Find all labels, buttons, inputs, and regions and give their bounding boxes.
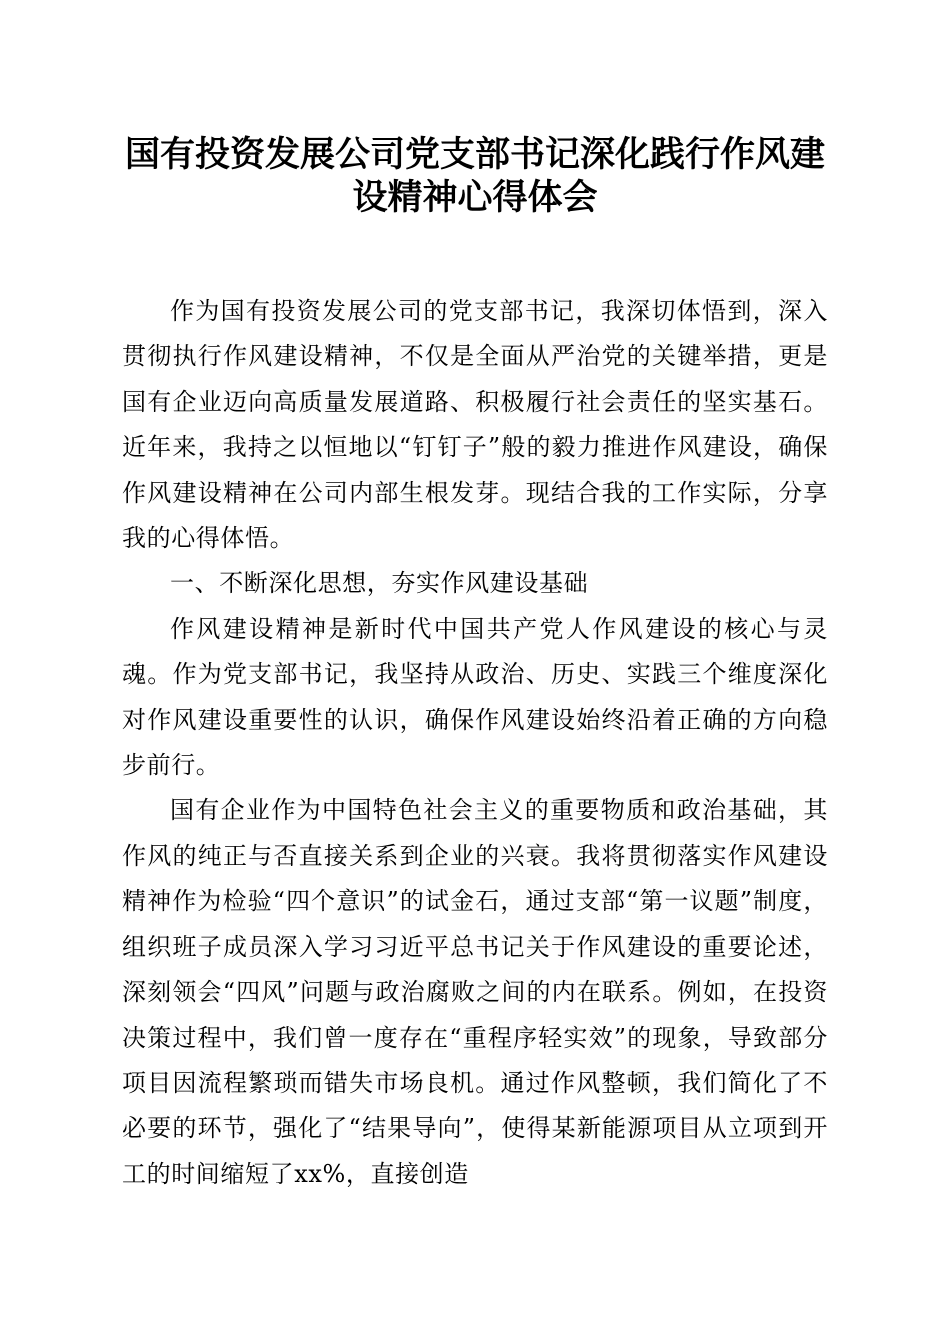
paragraph-intro: 作为国有投资发展公司的党支部书记，我深切体悟到，深入贯彻执行作风建设精神，不仅是全面从严治党的关键举措，更是国有企业迈向高质量发展道路、积极履行社会责任的坚实基石。近年来，我持之以恒地以“钉钉子”般的毅力推进作风建设，确保作风建设精神在公司内部生根发芽。现结合我的工作实际，分享我的心得体悟。 [122, 297, 828, 553]
section-heading-1: 一、不断深化思想，夯实作风建设基础 [170, 569, 589, 598]
document-title [122, 133, 828, 219]
paragraph-section1-2: 国有企业作为中国特色社会主义的重要物质和政治基础，其作风的纯正与否直接关系到企业的兴衰。我将贯彻落实作风建设精神作为检验“四个意识”的试金石，通过支部“第一议题”制度，组织班子成员深入学习习近平总书记关于作风建设的重要论述，深刻领会“四风”问题与政治腐败之间的内在联系。例如，在投资决策过程中，我们曾一度存在“重程序轻实效”的现象，导致部分项目因流程繁琐而错失市场良机。通过作风整顿，我们简化了不必要的环节，强化了“结果导向”，使得某新能源项目从立项到开工的时间缩短了xx%，直接创造 [122, 796, 828, 1188]
paragraph-section1-1: 作风建设精神是新时代中国共产党人作风建设的核心与灵魂。作为党支部书记，我坚持从政治、历史、实践三个维度深化对作风建设重要性的认识，确保作风建设始终沿着正确的方向稳步前行。 [122, 614, 828, 780]
title-line-1: 国有投资发展公司党支部书记深化践行作风建 [124, 134, 825, 175]
document-body [122, 289, 828, 1197]
title-line-2: 设精神心得体会 [352, 177, 598, 218]
